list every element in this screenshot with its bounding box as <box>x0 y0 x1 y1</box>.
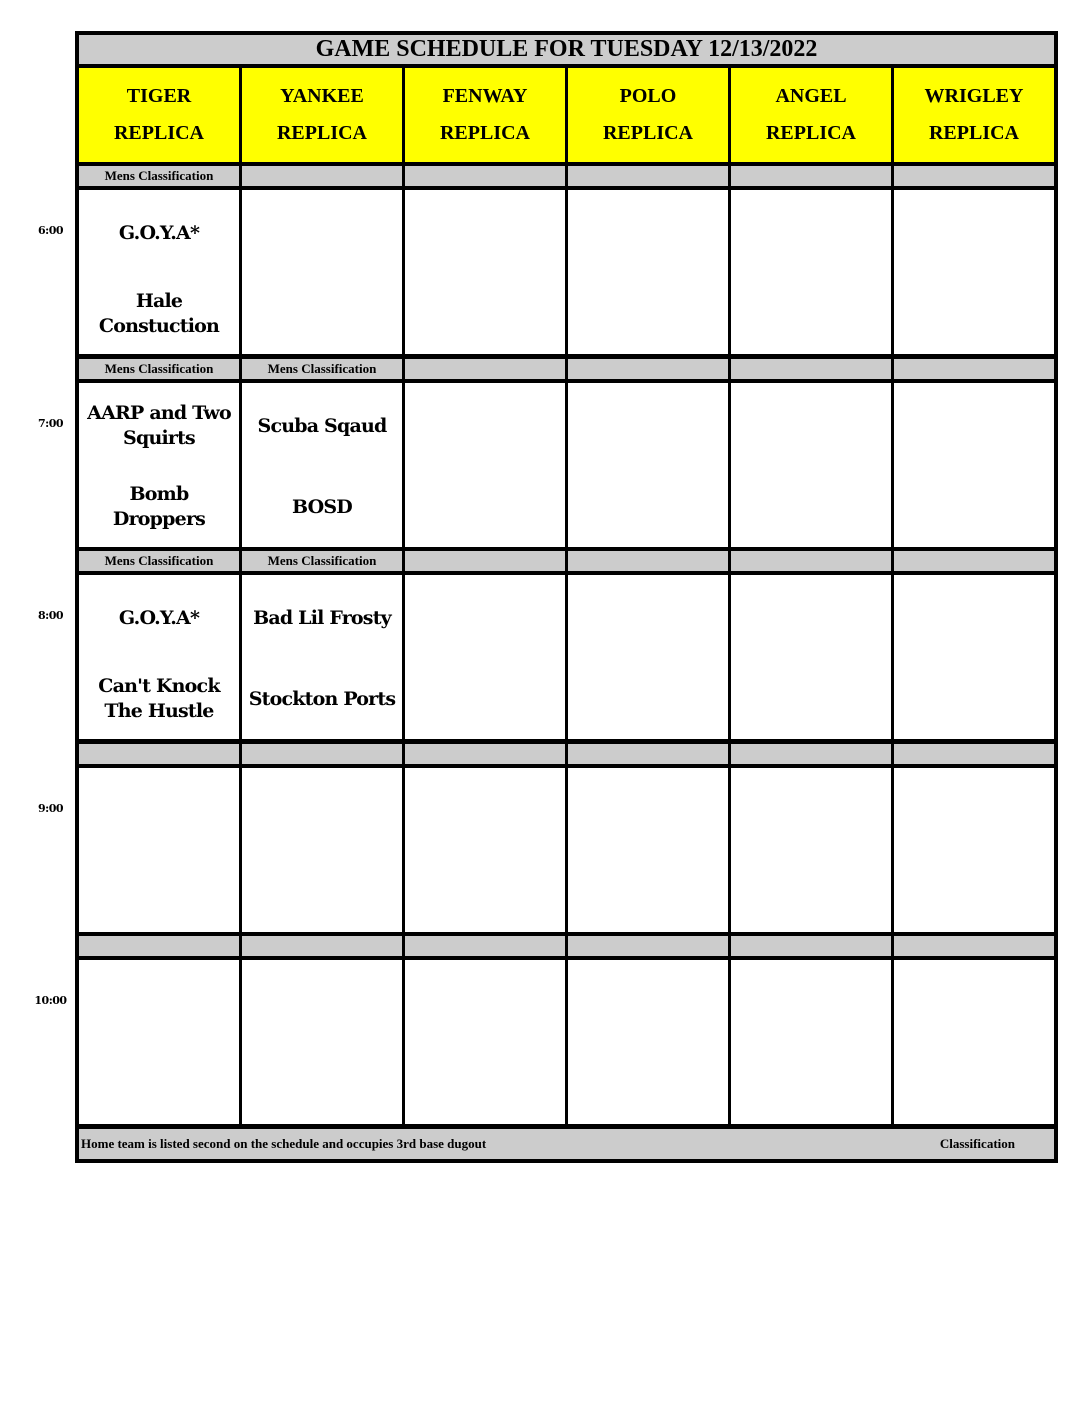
game-cell <box>242 960 402 1124</box>
classification-band <box>405 936 565 956</box>
game-cell <box>242 575 402 739</box>
game-cell <box>731 960 891 1124</box>
classification-band <box>731 744 891 764</box>
field-header-tiger <box>79 68 239 162</box>
classification-band <box>242 166 402 186</box>
game-cell <box>894 575 1054 739</box>
game-cell <box>79 960 239 1124</box>
game-cell <box>405 960 565 1124</box>
classification-band <box>568 359 728 379</box>
game-cell <box>568 960 728 1124</box>
game-cell <box>568 383 728 547</box>
away-team: Bad Lil Frosty <box>253 606 391 629</box>
away-team: G.O.Y.A* <box>118 221 200 244</box>
time-label: 7:00 <box>37 417 64 430</box>
classification-band <box>405 359 565 379</box>
classification-band <box>568 936 728 956</box>
classification-band <box>731 936 891 956</box>
time-label: 8:00 <box>37 609 64 622</box>
field-header-wrigley <box>894 68 1054 162</box>
game-cell <box>568 575 728 739</box>
field-subtitle: REPLICA <box>113 122 204 144</box>
classification-band <box>79 744 239 764</box>
field-name: POLO <box>619 85 677 107</box>
classification-band <box>568 166 728 186</box>
time-label: 6:00 <box>37 224 64 237</box>
time-label: 9:00 <box>37 802 64 815</box>
classification-band <box>894 551 1054 571</box>
field-name: TIGER <box>126 85 192 107</box>
game-cell <box>79 383 239 547</box>
classification-band: Mens Classification <box>79 166 239 186</box>
game-cell <box>894 190 1054 354</box>
classification-band: Mens Classification <box>242 551 402 571</box>
classification-band <box>242 744 402 764</box>
schedule-title: GAME SCHEDULE FOR TUESDAY 12/13/2022 <box>79 35 1054 64</box>
home-team: Bomb Droppers <box>112 483 206 530</box>
game-cell <box>731 575 891 739</box>
classification-band <box>405 551 565 571</box>
game-cell <box>242 190 402 354</box>
field-subtitle: REPLICA <box>276 122 367 144</box>
field-header-polo <box>568 68 728 162</box>
field-name: YANKEE <box>280 85 364 107</box>
game-cell <box>405 190 565 354</box>
game-cell <box>731 768 891 932</box>
game-cell <box>731 383 891 547</box>
away-team: Scuba Sqaud <box>257 414 387 437</box>
field-subtitle: REPLICA <box>439 122 530 144</box>
classification-band <box>894 166 1054 186</box>
game-cell <box>242 768 402 932</box>
field-subtitle: REPLICA <box>765 122 856 144</box>
classification-band <box>894 744 1054 764</box>
game-cell <box>894 768 1054 932</box>
classification-band <box>242 936 402 956</box>
game-cell <box>568 190 728 354</box>
footer-note: Home team is listed second on the schedule and occupies 3rd base dugout <box>81 1136 487 1151</box>
classification-band: Mens Classification <box>79 551 239 571</box>
footer-classification: Classification <box>939 1136 1015 1151</box>
classification-band <box>731 166 891 186</box>
field-header-yankee <box>242 68 402 162</box>
classification-band <box>894 359 1054 379</box>
classification-band <box>731 551 891 571</box>
field-name: FENWAY <box>442 85 528 107</box>
game-cell <box>568 768 728 932</box>
classification-band <box>79 936 239 956</box>
game-cell <box>731 190 891 354</box>
classification-band <box>405 166 565 186</box>
footer-row <box>79 1129 1054 1159</box>
field-name: WRIGLEY <box>924 85 1024 107</box>
field-subtitle: REPLICA <box>928 122 1019 144</box>
field-header-angel <box>731 68 891 162</box>
home-team: BOSD <box>292 495 352 518</box>
classification-band <box>731 359 891 379</box>
game-cell <box>79 768 239 932</box>
game-cell <box>242 383 402 547</box>
schedule-table <box>75 31 1058 1163</box>
field-header-fenway <box>405 68 565 162</box>
game-cell <box>894 383 1054 547</box>
time-label: 10:00 <box>34 994 67 1007</box>
game-cell <box>894 960 1054 1124</box>
game-cell <box>79 575 239 739</box>
classification-band: Mens Classification <box>79 359 239 379</box>
classification-band: Mens Classification <box>242 359 402 379</box>
away-team: G.O.Y.A* <box>118 606 200 629</box>
home-team: Can't Knock The Hustle <box>98 675 220 722</box>
classification-band <box>568 551 728 571</box>
game-cell <box>405 768 565 932</box>
classification-band <box>405 744 565 764</box>
game-cell <box>79 190 239 354</box>
home-team: Hale Constuction <box>98 290 220 337</box>
classification-band <box>568 744 728 764</box>
away-team: AARP and Two Squirts <box>87 402 231 449</box>
classification-band <box>894 936 1054 956</box>
home-team: Stockton Ports <box>248 687 396 710</box>
field-subtitle: REPLICA <box>602 122 693 144</box>
game-cell <box>405 575 565 739</box>
field-name: ANGEL <box>775 85 847 107</box>
game-cell <box>405 383 565 547</box>
